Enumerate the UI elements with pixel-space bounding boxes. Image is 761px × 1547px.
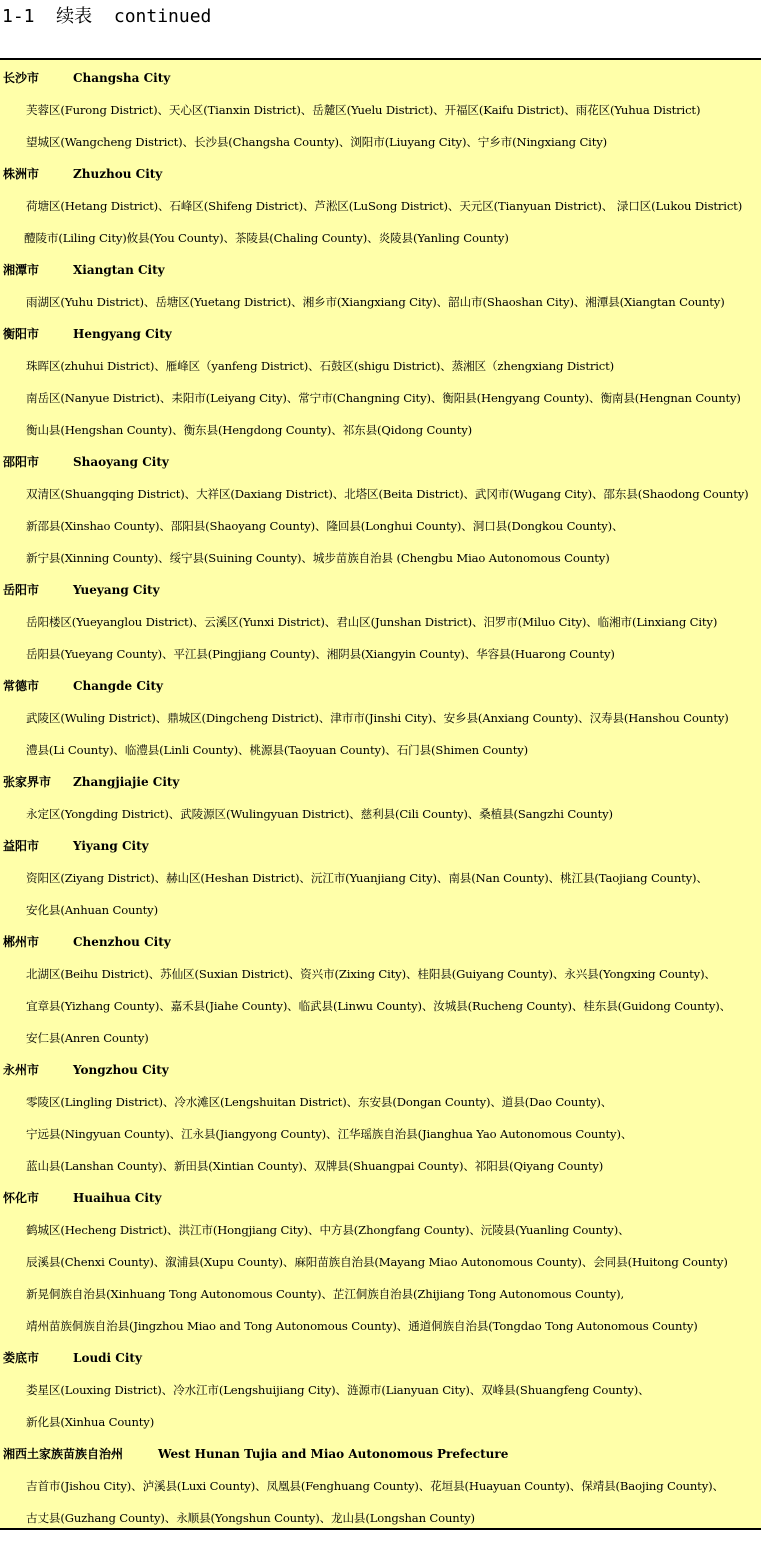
city-name-en: West Hunan Tujia and Miao Autonomous Prefecture <box>158 1447 509 1461</box>
district-list-row: 安仁县(Anren County) <box>26 1031 149 1045</box>
district-list-row: 衡山县(Hengshan County)、衡东县(Hengdong County)、祁东县(Qidong County) <box>26 423 473 437</box>
city-name-zh: 张家界市 <box>3 775 52 789</box>
city-heading-row <box>0 1342 761 1374</box>
city-name-en: Zhuzhou City <box>73 167 163 181</box>
city-heading-row <box>0 318 761 350</box>
city-name-zh: 衡阳市 <box>3 327 40 341</box>
city-name-en: Chenzhou City <box>73 935 171 949</box>
district-list-row: 岳阳县(Yueyang County)、平江县(Pingjiang County)、湘阴县(Xiangyin County)、华容县(Huarong County) <box>26 647 615 661</box>
city-name-en: Shaoyang City <box>73 455 169 469</box>
city-name-zh: 湘潭市 <box>3 263 40 277</box>
district-list-row: 武陵区(Wuling District)、鼎城区(Dingcheng District)、津市市(Jinshi City)、安乡县(Anxiang County)、汉寿县(Hanshou County) <box>26 711 729 725</box>
city-heading-row <box>0 1182 761 1214</box>
city-name-zh: 株洲市 <box>3 167 40 181</box>
district-list-row: 岳阳楼区(Yueyanglou District)、云溪区(Yunxi District)、君山区(Junshan District)、汨罗市(Miluo City)、临湘市(Linxiang City) <box>26 615 718 629</box>
district-list-row: 永定区(Yongding District)、武陵源区(Wulingyuan District)、慈利县(Cili County)、桑植县(Sangzhi County) <box>26 807 613 821</box>
district-list-row: 新邵县(Xinshao County)、邵阳县(Shaoyang County)、隆回县(Longhui County)、洞口县(Dongkou County)、 <box>26 519 624 533</box>
district-list-row: 辰溪县(Chenxi County)、溆浦县(Xupu County)、麻阳苗族自治县(Mayang Miao Autonomous County)、会同县(Huitong County) <box>26 1255 728 1269</box>
city-heading-row <box>0 830 761 862</box>
city-heading-row <box>0 254 761 286</box>
city-name-en: Huaihua City <box>73 1191 162 1205</box>
city-heading-row <box>0 574 761 606</box>
district-list-row: 资阳区(Ziyang District)、赫山区(Heshan District)、沅江市(Yuanjiang City)、南县(Nan County)、桃江县(Taojiang County)、 <box>26 871 708 885</box>
district-list-row: 宁远县(Ningyuan County)、江永县(Jiangyong County)、江华瑶族自治县(Jianghua Yao Autonomous County)、 <box>26 1127 633 1141</box>
district-list-row: 北湖区(Beihu District)、苏仙区(Suxian District)、资兴市(Zixing City)、桂阳县(Guiyang County)、永兴县(Yongxing County)、 <box>26 967 716 981</box>
city-name-zh: 邵阳市 <box>3 455 40 469</box>
city-name-zh: 永州市 <box>3 1063 40 1077</box>
city-heading-row <box>0 1054 761 1086</box>
district-list-row: 鹤城区(Hecheng District)、洪江市(Hongjiang City)、中方县(Zhongfang County)、沅陵县(Yuanling County)、 <box>26 1223 630 1237</box>
city-name-en: Changsha City <box>73 71 171 85</box>
district-list-row: 荷塘区(Hetang District)、石峰区(Shifeng District)、芦淞区(LuSong District)、天元区(Tianyuan District)、 渌口区(Lukou District) <box>26 199 743 213</box>
city-name-en: Yueyang City <box>73 583 160 597</box>
city-name-en: Changde City <box>73 679 163 693</box>
city-heading-row <box>0 1438 761 1470</box>
city-name-en: Hengyang City <box>73 327 172 341</box>
district-list-row: 娄星区(Louxing District)、冷水江市(Lengshuijiang City)、涟源市(Lianyuan City)、双峰县(Shuangfeng County)、 <box>26 1383 650 1397</box>
city-heading-row <box>0 158 761 190</box>
city-name-en: Yongzhou City <box>73 1063 169 1077</box>
city-name-zh: 湘西土家族苗族自治州 <box>3 1447 124 1461</box>
district-list-row: 吉首市(Jishou City)、泸溪县(Luxi County)、凤凰县(Fenghuang County)、花垣县(Huayuan County)、保靖县(Baojing County)、 <box>26 1479 724 1493</box>
city-name-zh: 怀化市 <box>3 1191 40 1205</box>
district-list-row: 双清区(Shuangqing District)、大祥区(Daxiang District)、北塔区(Beita District)、武冈市(Wugang City)、邵东县(Shaodong County) <box>26 487 749 501</box>
page-title: 1-1 续表 continued <box>2 6 212 27</box>
district-list-row: 醴陵市(Liling City)攸县(You County)、茶陵县(Chaling County)、炎陵县(Yanling County) <box>24 231 509 245</box>
district-list-row: 零陵区(Lingling District)、冷水滩区(Lengshuitan District)、东安县(Dongan County)、道县(Dao County)、 <box>26 1095 613 1109</box>
city-heading-row <box>0 446 761 478</box>
city-heading-row <box>0 926 761 958</box>
city-name-en: Xiangtan City <box>73 263 165 277</box>
city-name-zh: 益阳市 <box>3 839 40 853</box>
city-name-en: Loudi City <box>73 1351 142 1365</box>
district-list-row: 靖州苗族侗族自治县(Jingzhou Miao and Tong Autonomous County)、通道侗族自治县(Tongdao Tong Autonomous County) <box>26 1319 698 1333</box>
city-name-zh: 常德市 <box>3 679 40 693</box>
district-list-row: 古丈县(Guzhang County)、永顺县(Yongshun County)、龙山县(Longshan County) <box>26 1511 475 1525</box>
city-heading-row <box>0 62 761 94</box>
district-list-row: 望城区(Wangcheng District)、长沙县(Changsha County)、浏阳市(Liuyang City)、宁乡市(Ningxiang City) <box>26 135 608 149</box>
city-heading-row <box>0 670 761 702</box>
city-name-zh: 娄底市 <box>3 1351 40 1365</box>
district-list-row: 新化县(Xinhua County) <box>26 1415 155 1429</box>
district-list-row: 宜章县(Yizhang County)、嘉禾县(Jiahe County)、临武县(Linwu County)、汝城县(Rucheng County)、桂东县(Guidong County)、 <box>26 999 732 1013</box>
district-list-row: 南岳区(Nanyue District)、耒阳市(Leiyang City)、常宁市(Changning City)、衡阳县(Hengyang County)、衡南县(Hengnan County) <box>26 391 741 405</box>
division-table <box>0 58 761 1530</box>
district-list-row: 澧县(Li County)、临澧县(Linli County)、桃源县(Taoyuan County)、石门县(Shimen County) <box>26 743 528 757</box>
city-name-en: Zhangjiajie City <box>73 775 180 789</box>
district-list-row: 芙蓉区(Furong District)、天心区(Tianxin District)、岳麓区(Yuelu District)、开福区(Kaifu District)、雨花区(Yuhua District) <box>26 103 701 117</box>
page-header <box>0 0 761 58</box>
district-list-row: 新宁县(Xinning County)、绥宁县(Suining County)、城步苗族自治县 (Chengbu Miao Autonomous County) <box>26 551 610 565</box>
district-list-row: 雨湖区(Yuhu District)、岳塘区(Yuetang District)、湘乡市(Xiangxiang City)、韶山市(Shaoshan City)、湘潭县(Xiangtan County) <box>26 295 725 309</box>
city-heading-row <box>0 766 761 798</box>
city-name-zh: 岳阳市 <box>3 583 40 597</box>
district-list-row: 安化县(Anhuan County) <box>26 903 158 917</box>
city-name-en: Yiyang City <box>73 839 149 853</box>
city-name-zh: 郴州市 <box>3 935 40 949</box>
district-list-row: 新晃侗族自治县(Xinhuang Tong Autonomous County)、芷江侗族自治县(Zhijiang Tong Autonomous County), <box>26 1287 625 1301</box>
city-name-zh: 长沙市 <box>3 71 40 85</box>
district-list-row: 蓝山县(Lanshan County)、新田县(Xintian County)、双牌县(Shuangpai County)、祁阳县(Qiyang County) <box>26 1159 604 1173</box>
district-list-row: 珠晖区(zhuhui District)、雁峰区（yanfeng District)、石鼓区(shigu District)、蒸湘区（zhengxiang District) <box>26 359 615 373</box>
